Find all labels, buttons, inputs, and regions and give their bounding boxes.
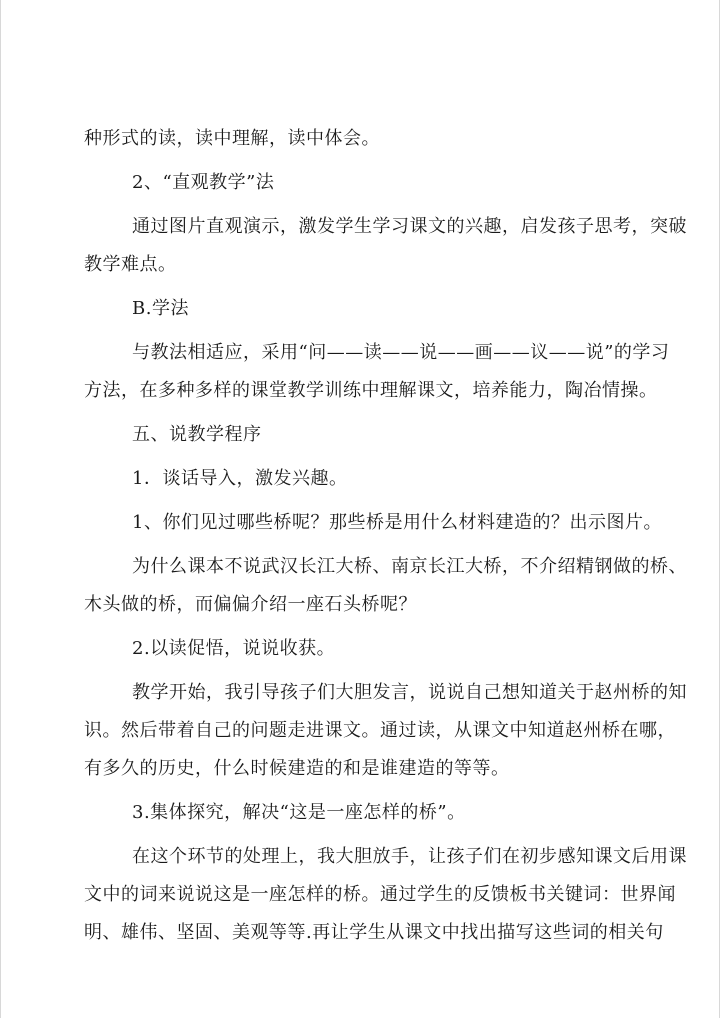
paragraph-line: 种形式的读，读中理解，读中体会。 (84, 128, 380, 149)
section-heading: 2.以读促悟，说说收获。 (132, 638, 336, 659)
paragraph-line: 为什么课本不说武汉长江大桥、南京长江大桥，不介绍精钢做的桥、 (132, 556, 687, 577)
paragraph-line: 通过图片直观演示，激发学生学习课文的兴趣，启发孩子思考，突破 (132, 216, 687, 237)
section-heading: 2、“直观教学”法 (132, 172, 275, 193)
section-heading: 3.集体探究，解决“这是一座怎样的桥”。 (132, 802, 466, 823)
paragraph-line: 识。然后带着自己的问题走进课文。通过读，从课文中知道赵州桥在哪， (84, 720, 676, 741)
paragraph-line: 教学开始，我引导孩子们大胆发言，说说自己想知道关于赵州桥的知 (132, 682, 687, 703)
paragraph-line: 明、雄伟、坚固、美观等等.再让学生从课文中找出描写这些词的相关句 (84, 922, 664, 943)
paragraph-line: 有多久的历史，什么时候建造的和是谁建造的等等。 (84, 758, 510, 779)
section-heading: 五、说教学程序 (132, 424, 262, 445)
section-heading: 1．谈话导入，激发兴趣。 (132, 468, 348, 489)
document-body (84, 128, 687, 944)
paragraph-line: 在这个环节的处理上，我大胆放手，让孩子们在初步感知课文后用课 (132, 846, 687, 867)
section-heading: B.学法 (132, 298, 189, 319)
paragraph-line: 文中的词来说说这是一座怎样的桥。通过学生的反馈板书关键词：世界闻 (84, 884, 676, 905)
paragraph-line: 与教法相适应，采用“问——读——说——画——议——说”的学习 (132, 342, 670, 363)
paragraph-line: 教学难点。 (84, 254, 177, 275)
paragraph-line: 方法，在多种多样的课堂教学训练中理解课文，培养能力，陶冶情操。 (84, 380, 658, 401)
paragraph-line: 1、你们见过哪些桥呢？那些桥是用什么材料建造的？出示图片。 (132, 512, 662, 533)
paragraph-line: 木头做的桥，而偏偏介绍一座石头桥呢？ (84, 594, 417, 615)
